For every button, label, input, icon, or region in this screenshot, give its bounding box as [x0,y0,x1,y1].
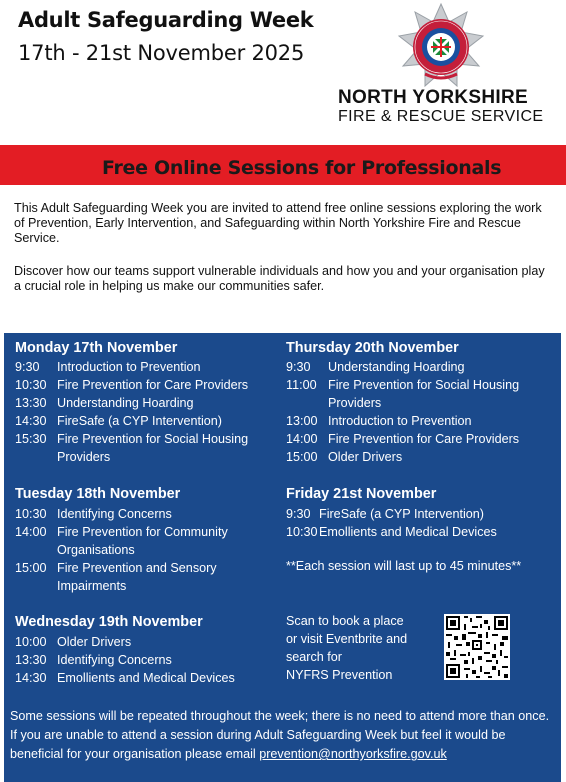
session-title-continued: Providers [57,450,111,464]
session-title: Fire Prevention and Sensory [57,561,217,575]
session-time: 13:30 [15,396,47,410]
session-time: 15:00 [286,450,318,464]
session-title: Emollients and Medical Devices [319,525,497,539]
session-title-continued: Impairments [57,579,127,593]
day-heading-thursday: Thursday 20th November [286,340,459,356]
intro-paragraph-1: This Adult Safeguarding Week you are invited to attend free online sessions exploring the work of Prevention, Early Intervention, and Safeguarding within North Yorkshire Fire and Rescue Service. [14,201,542,245]
session-time: 14:30 [15,671,47,685]
session-title: Understanding Hoarding [328,360,465,374]
session-time: 13:00 [286,414,318,428]
session-title: Identifying Concerns [57,653,172,667]
session-title: Understanding Hoarding [57,396,194,410]
day-heading-friday: Friday 21st November [286,486,437,502]
session-title: Older Drivers [328,450,403,464]
day-heading-wednesday: Wednesday 19th November [15,614,203,630]
session-title: Emollients and Medical Devices [57,671,235,685]
page-title: Adult Safeguarding Week [18,8,314,32]
session-title: Fire Prevention for Social Housing [328,378,520,392]
session-title: Fire Prevention for Community [57,525,228,539]
session-time: 15:30 [15,432,47,446]
session-time: 10:30 [15,507,47,521]
session-time: 13:30 [15,653,47,667]
session-time: 11:00 [286,378,317,392]
session-time: 9:30 [286,360,311,374]
session-title-continued: Providers [328,396,382,410]
session-time: 10:30 [15,378,47,392]
session-time: 9:30 [286,507,311,521]
banner [0,145,566,185]
session-title: Introduction to Prevention [57,360,201,374]
day-heading-tuesday: Tuesday 18th November [15,486,181,502]
footer-text [10,707,558,764]
booking-line-4: NYFRS Prevention [286,668,393,682]
nyfrs-crest-logo [395,2,487,94]
session-title: Fire Prevention for Care Providers [57,378,249,392]
org-name-line1: NORTH YORKSHIRE [338,87,528,108]
session-length-note: **Each session will last up to 45 minutes** [286,559,522,573]
session-title: Fire Prevention for Social Housing [57,432,249,446]
session-title: Older Drivers [57,635,132,649]
session-title: Fire Prevention for Care Providers [328,432,520,446]
org-name-line2: FIRE & RESCUE SERVICE [338,108,544,125]
schedule-panel [4,333,561,782]
booking-line-3: search for [286,650,342,664]
session-time: 14:00 [15,525,47,539]
banner-text: Free Online Sessions for Professionals [102,157,502,179]
session-time: 14:00 [286,432,318,446]
booking-instructions [286,612,426,684]
event-dates: 17th - 21st November 2025 [18,41,305,65]
footer-message: Some sessions will be repeated throughout the week; there is no need to attend more than once. If you are unable to attend a session during Adult Safeguarding Week but feel it would be beneficial for your organisation please email [10,709,550,761]
session-time: 10:00 [15,635,47,649]
contact-email-link[interactable]: prevention@northyorksfire.gov.uk [259,747,447,761]
session-time: 15:00 [15,561,47,575]
qr-code-icon[interactable] [444,614,510,680]
booking-line-2: or visit Eventbrite and [286,632,408,646]
session-title: FireSafe (a CYP Intervention) [57,414,222,428]
booking-line-1: Scan to book a place [286,614,404,628]
session-title: Identifying Concerns [57,507,172,521]
session-time: 9:30 [15,360,40,374]
session-title-continued: Organisations [57,543,135,557]
session-time: 10:30 [286,525,318,539]
intro-paragraph-2: Discover how our teams support vulnerable individuals and how you and your organisation play a crucial role in helping us make our communities safer. [14,264,545,293]
day-heading-monday: Monday 17th November [15,340,178,356]
session-title: Introduction to Prevention [328,414,472,428]
session-time: 14:30 [15,414,47,428]
session-title: FireSafe (a CYP Intervention) [319,507,484,521]
